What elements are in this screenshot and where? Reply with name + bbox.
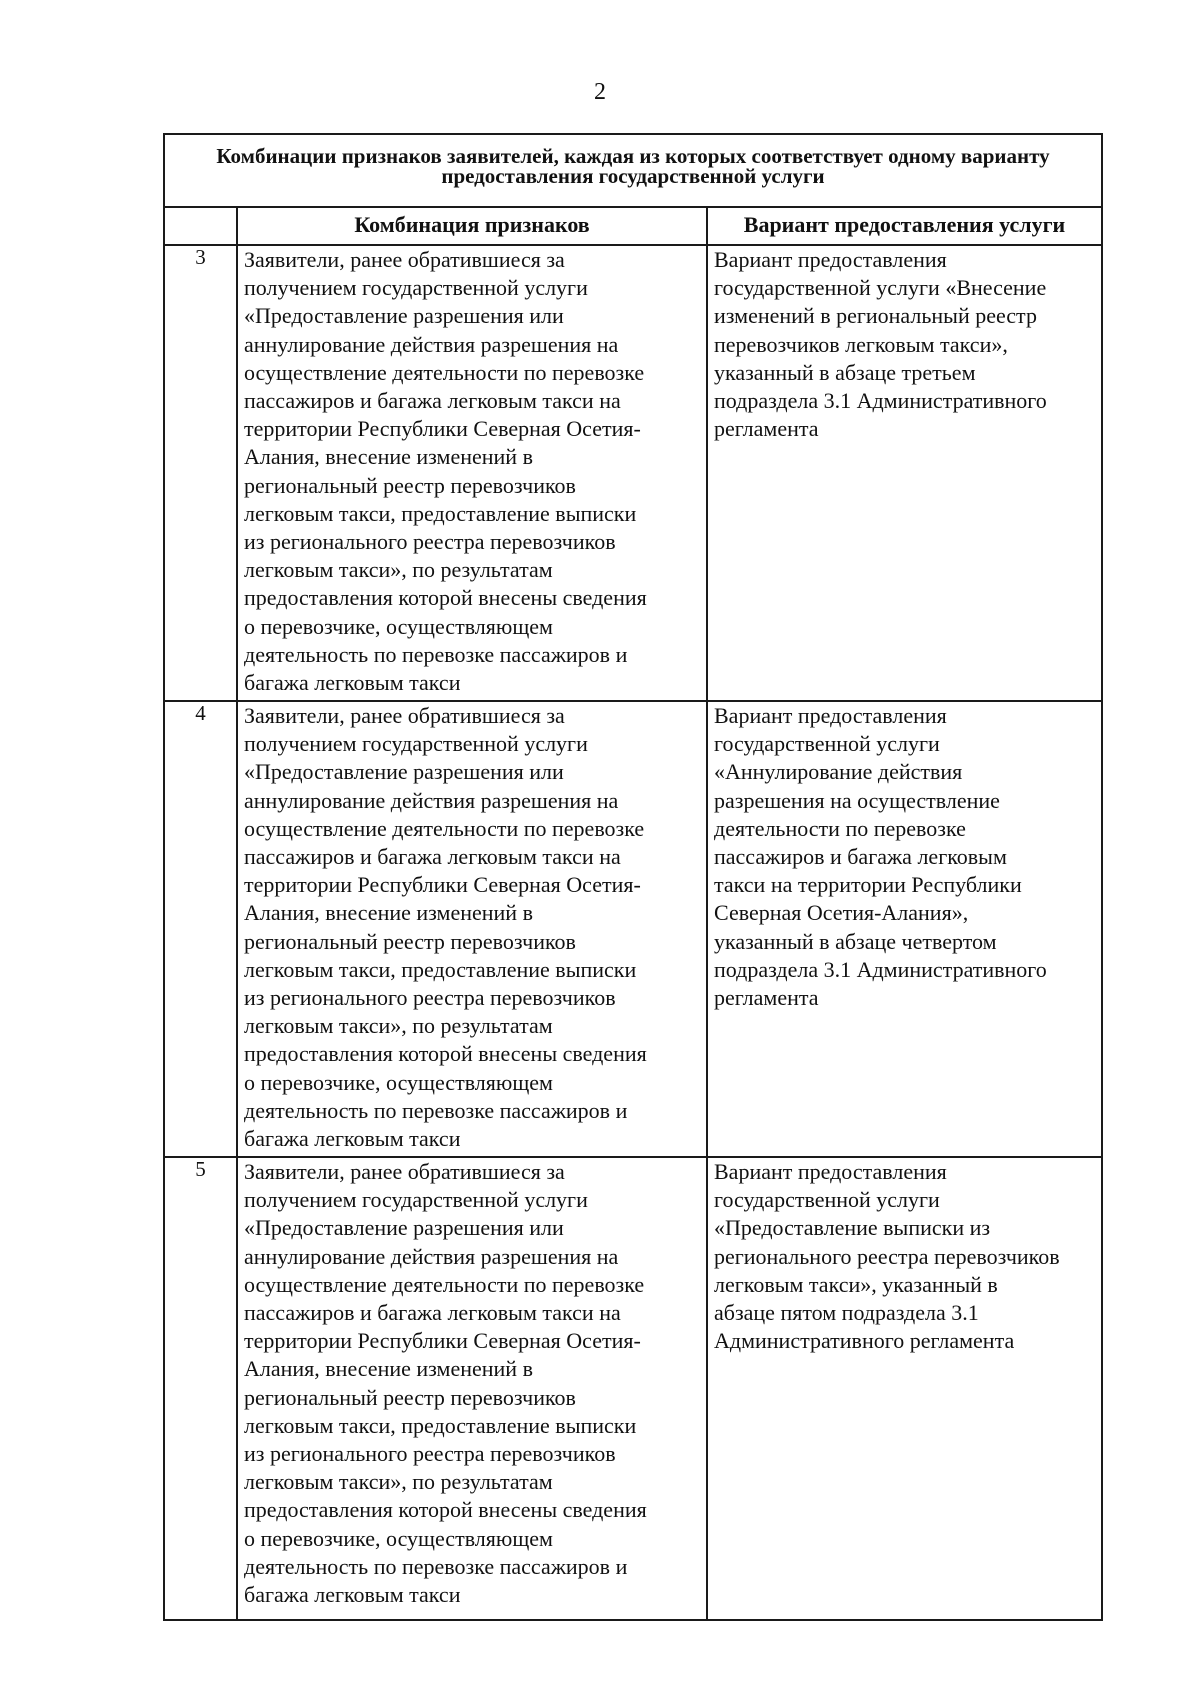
header-combination: Комбинация признаков (237, 207, 707, 245)
row-combination: Заявители, ранее обратившиеся за получением государственной услуги «Предоставление разрешения или аннулирование действия разрешения на осуществление деятельности по перевозке пассажиров и багажа легковым такси на территории Республики Северная Осетия- Алания, внесение изменений в региональный реестр перевозчиков легковым такси, предоставление выписки из регионального реестра перевозчиков легковым такси», по результатам предоставления которой внесены сведения о перевозчике, осуществляющем деятельность по перевозке пассажиров и багажа легковым такси (237, 1157, 707, 1620)
table-row (164, 245, 1102, 701)
table-header-row (164, 207, 1102, 245)
table-row (164, 1157, 1102, 1620)
header-number (164, 207, 237, 245)
row-variant: Вариант предоставления государственной услуги «Внесение изменений в региональный реестр перевозчиков легковым такси», указанный в абзаце третьем подраздела 3.1 Административного регламента (707, 245, 1102, 701)
variants-table (163, 133, 1103, 1621)
row-variant: Вариант предоставления государственной услуги «Предоставление выписки из регионального реестра перевозчиков легковым такси», указанный в абзаце пятом подраздела 3.1 Административного регламента (707, 1157, 1102, 1620)
page-number: 2 (594, 79, 606, 105)
table-title: Комбинации признаков заявителей, каждая из которых соответствует одному варианту предоставления государственной услуги (164, 134, 1102, 207)
row-combination: Заявители, ранее обратившиеся за получением государственной услуги «Предоставление разрешения или аннулирование действия разрешения на осуществление деятельности по перевозке пассажиров и багажа легковым такси на территории Республики Северная Осетия- Алания, внесение изменений в региональный реестр перевозчиков легковым такси, предоставление выписки из регионального реестра перевозчиков легковым такси», по результатам предоставления которой внесены сведения о перевозчике, осуществляющем деятельность по перевозке пассажиров и багажа легковым такси (237, 245, 707, 701)
row-variant: Вариант предоставления государственной услуги «Аннулирование действия разрешения на осуществление деятельности по перевозке пассажиров и багажа легковым такси на территории Республики Северная Осетия-Алания», указанный в абзаце четвертом подраздела 3.1 Административного регламента (707, 701, 1102, 1157)
row-combination: Заявители, ранее обратившиеся за получением государственной услуги «Предоставление разрешения или аннулирование действия разрешения на осуществление деятельности по перевозке пассажиров и багажа легковым такси на территории Республики Северная Осетия- Алания, внесение изменений в региональный реестр перевозчиков легковым такси, предоставление выписки из регионального реестра перевозчиков легковым такси», по результатам предоставления которой внесены сведения о перевозчике, осуществляющем деятельность по перевозке пассажиров и багажа легковым такси (237, 701, 707, 1157)
header-variant: Вариант предоставления услуги (707, 207, 1102, 245)
table-row (164, 701, 1102, 1157)
row-number: 5 (164, 1157, 237, 1620)
row-number: 4 (164, 701, 237, 1157)
row-number: 3 (164, 245, 237, 701)
table-title-row (164, 134, 1102, 207)
